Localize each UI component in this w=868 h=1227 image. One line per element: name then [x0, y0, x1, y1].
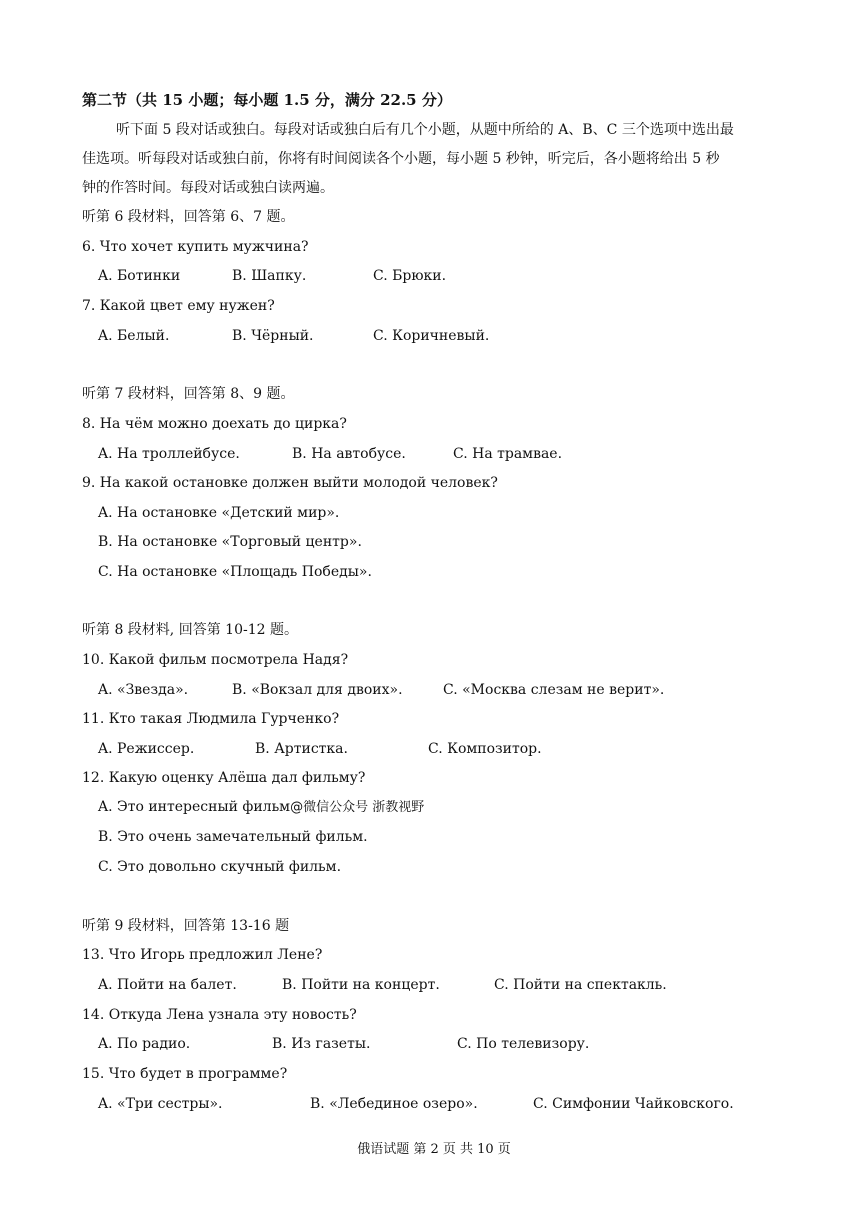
question-8-option-c: C. На трамвае. [453, 446, 563, 462]
question-6-option-c: C. Брюки. [373, 268, 447, 284]
question-8-option-a: A. На троллейбусе. [98, 446, 240, 462]
instructions-line-2: 佳选项。听每段对话或独白前，你将有时间阅读各个小题，每小题 5 秒钟，听完后，各小题将给出 5 秒 [82, 151, 720, 167]
question-9: 9. На какой остановке должен выйти молодой человек? [82, 475, 498, 491]
question-6: 6. Что хочет купить мужчина? [82, 239, 309, 255]
group-intro: 听第 9 段材料，回答第 13-16 题 [82, 918, 290, 934]
question-11-option-a: A. Режиссер. [98, 741, 195, 757]
question-14: 14. Откуда Лена узнала эту новость? [82, 1007, 357, 1023]
question-13-option-c: C. Пойти на спектакль. [494, 977, 667, 993]
question-8-option-b: B. На автобусе. [292, 446, 406, 462]
page-footer: 俄语试题 第 2 页 共 10 页 [357, 1142, 511, 1157]
question-12: 12. Какую оценку Алёша дал фильму? [82, 770, 366, 786]
question-14-option-c: C. По телевизору. [457, 1036, 590, 1052]
question-15: 15. Что будет в программе? [82, 1066, 288, 1082]
group-intro: 听第 6 段材料，回答第 6、7 题。 [82, 209, 295, 225]
question-7-option-b: B. Чёрный. [232, 328, 314, 344]
question-11-option-c: C. Композитор. [428, 741, 542, 757]
question-9-option-b: B. На остановке «Торговый центр». [98, 534, 362, 550]
question-15-option-a: A. «Три сестры». [98, 1096, 223, 1112]
question-10-option-b: B. «Вокзал для двоих». [232, 682, 403, 698]
question-7-option-a: A. Белый. [98, 328, 170, 344]
group-intro: 听第 7 段材料，回答第 8、9 题。 [82, 386, 295, 402]
question-15-option-c: C. Симфонии Чайковского. [533, 1096, 734, 1112]
instructions-line-3: 钟的作答时间。每段对话或独白读两遍。 [82, 180, 334, 196]
question-11: 11. Кто такая Людмила Гурченко? [82, 711, 340, 727]
question-7-option-c: C. Коричневый. [373, 328, 490, 344]
question-13: 13. Что Игорь предложил Лене? [82, 947, 323, 963]
question-12-option-a [98, 797, 424, 818]
question-10: 10. Какой фильм посмотрела Надя? [82, 652, 349, 668]
question-10-option-a: A. «Звезда». [98, 682, 189, 698]
section-title: 第二节（共 15 小题；每小题 1.5 分，满分 22.5 分） [82, 91, 452, 109]
question-6-option-a: A. Ботинки [98, 268, 181, 284]
question-10-option-c: C. «Москва слезам не верит». [443, 682, 665, 698]
question-12-option-c: C. Это довольно скучный фильм. [98, 859, 342, 875]
question-14-option-b: B. Из газеты. [272, 1036, 371, 1052]
question-12-option-a-text: A. Это интересный фильм [98, 799, 291, 815]
question-9-option-c: C. На остановке «Площадь Победы». [98, 564, 372, 580]
question-8: 8. На чём можно доехать до цирка? [82, 416, 347, 432]
question-7: 7. Какой цвет ему нужен? [82, 298, 275, 314]
question-13-option-b: B. Пойти на концерт. [282, 977, 440, 993]
question-9-option-a: A. На остановке «Детский мир». [98, 505, 340, 521]
watermark-text: @微信公众号 浙教视野 [290, 800, 425, 815]
question-13-option-a: A. Пойти на балет. [98, 977, 237, 993]
question-11-option-b: B. Артистка. [255, 741, 348, 757]
group-intro: 听第 8 段材料, 回答第 10-12 题。 [82, 622, 298, 638]
instructions-line-1: 听下面 5 段对话或独白。每段对话或独白后有几个小题，从题中所给的 A、B、C 三个选项中选出最 [116, 122, 734, 138]
question-6-option-b: B. Шапку. [232, 268, 307, 284]
question-14-option-a: A. По радио. [98, 1036, 191, 1052]
question-12-option-b: B. Это очень замечательный фильм. [98, 829, 368, 845]
question-15-option-b: B. «Лебединое озеро». [310, 1096, 478, 1112]
